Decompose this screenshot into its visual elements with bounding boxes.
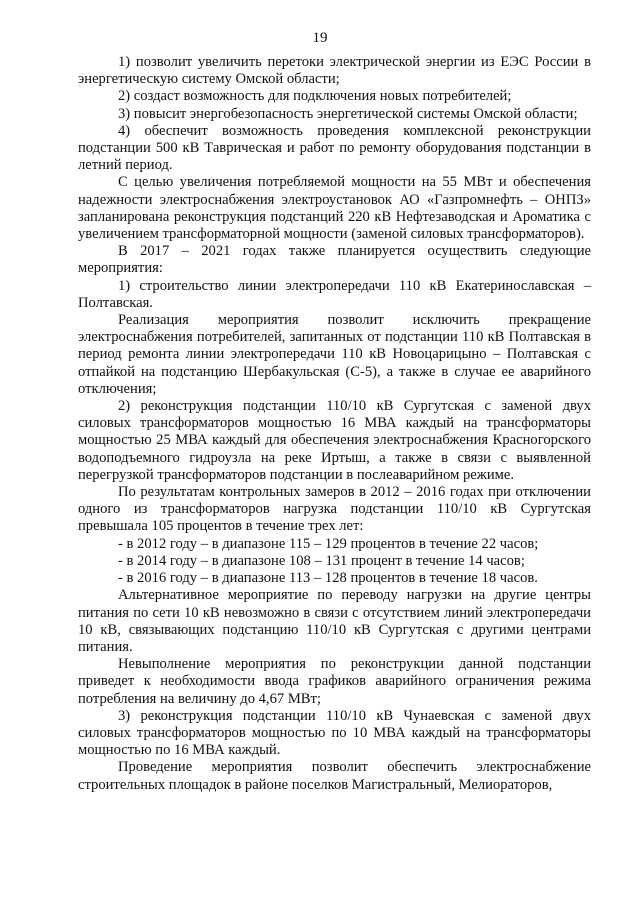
paragraph: В 2017 – 2021 годах также планируется осуществить следующие мероприятия: <box>78 243 591 277</box>
document-body <box>78 54 591 794</box>
paragraph: Проведение мероприятия позволит обеспечить электроснабжение строительных площадок в районе поселков Магистральный, Мелиораторов, <box>78 759 591 793</box>
paragraph: Невыполнение мероприятия по реконструкции данной подстанции приведет к необходимости ввода графиков аварийного ограничения режима потребления на величину до 4,67 МВт; <box>78 656 591 707</box>
paragraph: 1) строительство линии электропередачи 110 кВ Екатеринославская – Полтавская. <box>78 277 591 311</box>
paragraph: 3) реконструкция подстанции 110/10 кВ Чунаевская с заменой двух силовых трансформаторов мощностью по 10 МВА каждый на трансформаторы мощностью по 16 МВА каждый. <box>78 707 591 759</box>
paragraph: 2) реконструкция подстанции 110/10 кВ Сургутская с заменой двух силовых трансформаторов мощностью 16 МВА каждый на трансформаторы мощностью 25 МВА каждый для обеспечения электроснабжения Красногорского водоподъемного гидроузла на реке Иртыш, а также в связи с выявленной перегрузкой трансформаторов подстанции в послеаварийном режиме. <box>78 398 591 483</box>
list-item: - в 2014 году – в диапазоне 108 – 131 процент в течение 14 часов; <box>118 552 525 569</box>
list-item: - в 2016 году – в диапазоне 113 – 128 процентов в течение 18 часов. <box>118 570 538 587</box>
paragraph: По результатам контрольных замеров в 2012 – 2016 годах при отключении одного из трансформаторов нагрузка подстанции 110/10 кВ Сургутская превышала 105 процентов в течение трех лет: <box>78 484 591 535</box>
paragraph: Реализация мероприятия позволит исключить прекращение электроснабжения потребителей, запитанных от подстанции 110 кВ Полтавская в период ремонта линии электропередачи 110 кВ Новоцарицыно – Полтавская с отпайкой на подстанцию Шербакульская (С-5), а также в случае ее аварийного отключения; <box>78 312 591 397</box>
list-item: - в 2012 году – в диапазоне 115 – 129 процентов в течение 22 часов; <box>118 535 539 552</box>
paragraph: 3) повысит энергобезопасность энергетической системы Омской области; <box>118 105 578 122</box>
paragraph: 1) позволит увеличить перетоки электрической энергии из ЕЭС России в энергетическую систему Омской области; <box>78 54 591 88</box>
paragraph: 2) создаст возможность для подключения новых потребителей; <box>118 88 512 105</box>
paragraph: Альтернативное мероприятие по переводу нагрузки на другие центры питания по сети 10 кВ невозможно в связи с отсутствием линий электропередачи 10 кВ, связывающих подстанцию 110/10 кВ Сургутская с другими центрами питания. <box>78 587 591 655</box>
page-number: 19 <box>312 30 328 46</box>
paragraph: С целью увеличения потребляемой мощности на 55 МВт и обеспечения надежности электроснабжения электроустановок АО «Газпромнефть – ОНПЗ» запланирована реконструкция подстанций 220 кВ Нефтезаводская и Ароматика с увеличением трансформаторной мощности (заменой силовых трансформаторов). <box>78 174 591 243</box>
paragraph: 4) обеспечит возможность проведения комплексной реконструкции подстанции 500 кВ Таврическая и работ по ремонту оборудования подстанции в летний период. <box>78 122 591 174</box>
